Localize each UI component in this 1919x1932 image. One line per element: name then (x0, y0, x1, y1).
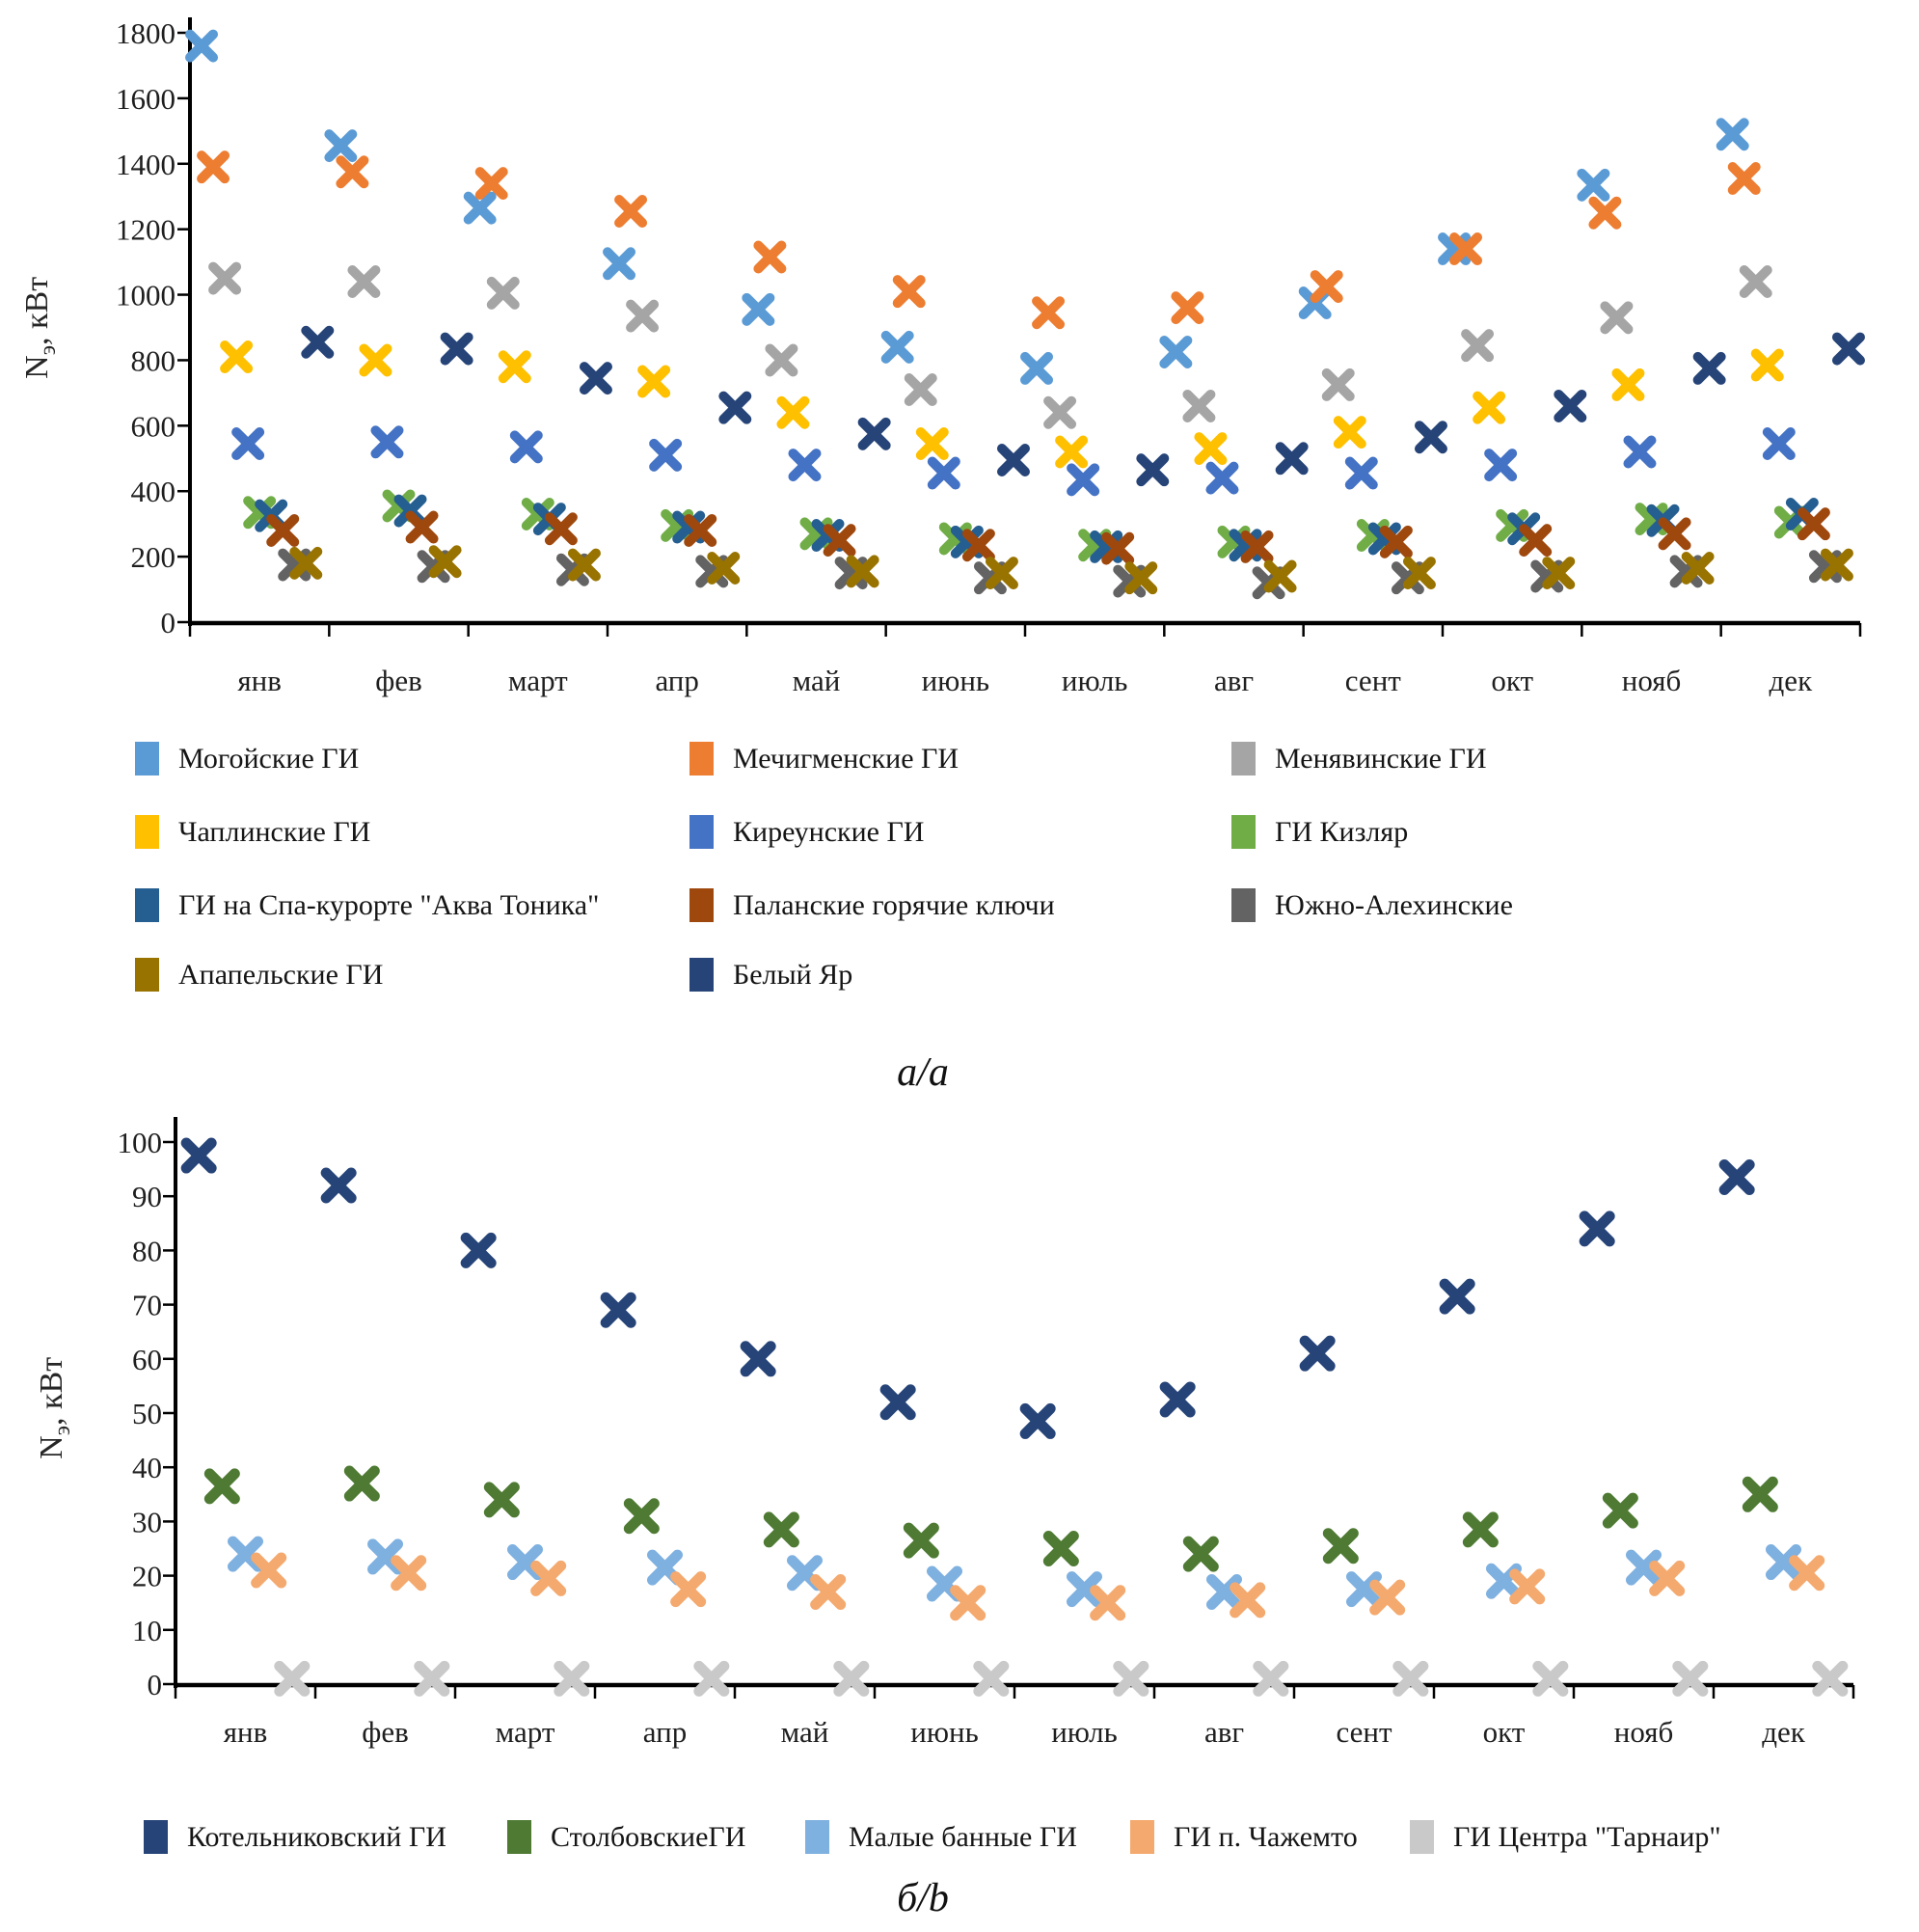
x-category-label: апр (642, 1715, 688, 1749)
x-category-label: авг (1213, 664, 1255, 697)
data-point-marker (1002, 449, 1025, 472)
x-category-label: май (780, 1715, 829, 1749)
data-point-marker (280, 1666, 305, 1691)
legend-label: СтолбовскиеГИ (551, 1820, 746, 1853)
data-point-marker (584, 367, 608, 390)
legend-item (135, 815, 370, 849)
legend-item (507, 1820, 745, 1854)
data-point-marker (1721, 122, 1744, 146)
legend-swatch (135, 742, 159, 776)
data-point-marker (654, 444, 677, 467)
x-category-label: окт (1491, 664, 1534, 697)
data-point-marker (781, 401, 804, 424)
data-point-marker (1593, 202, 1616, 225)
data-point-marker (489, 1487, 514, 1512)
legend-swatch (507, 1820, 531, 1854)
x-category-label: фев (375, 664, 422, 697)
data-point-marker (480, 172, 503, 195)
data-point-marker (1187, 395, 1210, 418)
data-point-marker (676, 1577, 701, 1602)
data-point-marker (979, 1666, 1004, 1691)
y-tick-label: 20 (132, 1559, 162, 1593)
legend-swatch (135, 958, 159, 992)
data-point-marker (1305, 1341, 1330, 1366)
legend-label: Менявинские ГИ (1275, 742, 1487, 775)
x-category-label: янв (237, 664, 282, 697)
y-tick-label: 800 (130, 343, 176, 378)
data-point-marker (559, 1666, 584, 1691)
y-tick-label: 600 (130, 409, 176, 444)
legend-item (135, 742, 359, 776)
data-point-marker (885, 1390, 910, 1415)
legend-item (1231, 888, 1513, 922)
x-category-label: дек (1762, 1715, 1805, 1749)
data-point-marker (1489, 453, 1512, 476)
data-point-marker (932, 462, 956, 485)
data-point-marker (352, 270, 375, 293)
data-point-marker (1724, 1165, 1749, 1190)
data-point-marker (1328, 1534, 1353, 1559)
data-point-marker (225, 345, 248, 368)
data-point-marker (1468, 1517, 1493, 1542)
legend-item (689, 958, 852, 992)
data-point-marker (1818, 1666, 1843, 1691)
y-axis-title-top (19, 241, 62, 415)
data-point-marker (1744, 270, 1768, 293)
legend-swatch (135, 815, 159, 849)
legend-swatch (1231, 742, 1256, 776)
data-point-marker (769, 1517, 794, 1542)
y-tick-label: 30 (132, 1505, 162, 1539)
data-point-marker (921, 432, 944, 455)
data-point-marker (1164, 340, 1187, 364)
y-tick-label: 1000 (116, 278, 176, 313)
y-title-rest: , кВт (19, 276, 56, 345)
legend-item (805, 1820, 1077, 1854)
legend-swatch (689, 958, 714, 992)
data-point-marker (209, 1474, 234, 1499)
x-category-label: авг (1203, 1715, 1245, 1749)
y-axis-title-bottom (34, 1321, 76, 1495)
x-category-label: окт (1482, 1715, 1526, 1749)
legend-label: ГИ Кизляр (1275, 815, 1409, 848)
data-point-marker (816, 1579, 841, 1604)
data-point-marker (1258, 1666, 1284, 1691)
data-point-marker (466, 1238, 491, 1263)
x-category-label: июнь (910, 1715, 979, 1749)
legend-swatch (135, 888, 159, 922)
x-category-label: июль (1061, 664, 1128, 697)
legend-label: ГИ п. Чажемто (1174, 1820, 1358, 1853)
x-category-label: апр (655, 664, 699, 697)
legend-item (135, 888, 599, 922)
data-point-marker (364, 348, 387, 371)
y-tick-label: 400 (130, 475, 176, 509)
y-title-sub: э (35, 344, 61, 356)
data-point-marker (340, 160, 364, 183)
data-point-marker (1538, 1666, 1563, 1691)
data-point-marker (1071, 468, 1095, 491)
data-point-marker (1327, 373, 1350, 396)
data-point-marker (1698, 357, 1721, 380)
data-point-marker (349, 1471, 374, 1496)
data-point-marker (793, 453, 816, 476)
y-tick-label: 80 (132, 1234, 162, 1268)
data-point-marker (1515, 1574, 1540, 1599)
data-point-marker (1605, 306, 1628, 329)
legend-item (1231, 815, 1408, 849)
legend-item (1410, 1820, 1721, 1854)
data-point-marker (1581, 174, 1605, 197)
y-title-rest: , кВт (34, 1356, 70, 1426)
data-point-marker (1616, 373, 1639, 396)
legend-swatch (1231, 888, 1256, 922)
data-point-marker (1025, 357, 1048, 380)
data-point-marker (1025, 1408, 1050, 1433)
data-point-marker (1350, 462, 1373, 485)
x-category-label: нояб (1621, 664, 1682, 697)
data-point-marker (1584, 1216, 1609, 1241)
legend-label: Чаплинские ГИ (178, 815, 371, 848)
data-point-marker (1281, 447, 1304, 470)
data-point-marker (839, 1666, 864, 1691)
data-point-marker (631, 305, 654, 328)
data-point-marker (608, 252, 631, 275)
legend-swatch (805, 1820, 829, 1854)
data-point-marker (770, 348, 793, 371)
y-title-sub: э (49, 1425, 75, 1436)
data-point-marker (1210, 467, 1233, 490)
data-point-marker (746, 298, 770, 321)
data-point-marker (326, 1173, 351, 1198)
data-point-marker (908, 1528, 933, 1553)
y-title-main: N (19, 355, 56, 379)
y-tick-label: 1400 (116, 147, 176, 181)
data-point-marker (419, 1666, 445, 1691)
data-point-marker (642, 370, 665, 394)
y-tick-label: 70 (132, 1288, 162, 1322)
x-category-label: март (495, 1715, 555, 1749)
data-point-marker (1477, 396, 1500, 420)
data-point-marker (619, 200, 642, 223)
legend-item (689, 888, 1055, 922)
legend-label: Малые банные ГИ (849, 1820, 1077, 1853)
legend-label: Паланские горячие ключи (733, 888, 1055, 921)
y-tick-label: 90 (132, 1180, 162, 1214)
caption-b: б/b (897, 1876, 949, 1920)
data-point-marker (190, 35, 213, 58)
legend-label: ГИ на Спа-курорте "Аква Тоника" (178, 888, 600, 921)
data-point-marker (956, 1591, 981, 1616)
data-point-marker (306, 331, 329, 354)
data-point-marker (863, 422, 886, 446)
data-point-marker (723, 396, 746, 420)
data-point-marker (213, 267, 236, 290)
data-point-marker (469, 197, 492, 220)
x-category-label: июль (1051, 1715, 1118, 1749)
y-tick-label: 1600 (116, 81, 176, 116)
data-point-marker (446, 338, 469, 361)
legend-swatch (1410, 1820, 1434, 1854)
y-tick-label: 200 (130, 540, 176, 575)
data-point-marker (1733, 167, 1756, 190)
legend-swatch (1130, 1820, 1154, 1854)
y-tick-label: 50 (132, 1397, 162, 1430)
data-point-marker (1165, 1387, 1190, 1412)
data-point-marker (1466, 334, 1489, 357)
data-point-marker (1756, 354, 1779, 377)
data-point-marker (606, 1297, 631, 1322)
data-point-marker (492, 282, 515, 305)
legend-label: Мечигменские ГИ (733, 742, 960, 775)
legend-label: Южно-Алехинские (1275, 888, 1513, 921)
data-point-marker (898, 280, 921, 303)
y-tick-label: 1800 (116, 16, 176, 50)
y-tick-label: 1200 (116, 212, 176, 247)
data-point-marker (1768, 432, 1791, 455)
data-point-marker (1119, 1666, 1144, 1691)
legend-swatch (1231, 815, 1256, 849)
data-point-marker (1608, 1498, 1633, 1523)
legend-item (1130, 1820, 1358, 1854)
data-point-marker (1141, 458, 1164, 481)
data-point-marker (1338, 421, 1362, 444)
data-point-marker (1558, 395, 1581, 418)
data-point-marker (202, 155, 225, 178)
legend-label: Котельниковский ГИ (187, 1820, 446, 1853)
data-point-marker (1188, 1541, 1213, 1566)
legend-label: ГИ Центра "Тарнаир" (1453, 1820, 1721, 1853)
legend-label: Белый Яр (733, 958, 853, 991)
data-point-marker (1398, 1666, 1423, 1691)
data-point-marker (1199, 437, 1222, 460)
x-category-label: янв (223, 1715, 268, 1749)
x-category-label: сент (1344, 664, 1401, 697)
y-tick-label: 100 (117, 1126, 162, 1159)
x-category-label: дек (1769, 664, 1813, 697)
y-tick-label: 0 (147, 1668, 162, 1701)
data-point-marker (329, 134, 352, 157)
data-point-marker (503, 355, 527, 378)
data-point-marker (1747, 1482, 1772, 1507)
legend-label: Могойские ГИ (178, 742, 360, 775)
y-tick-label: 60 (132, 1342, 162, 1376)
legend-item (1231, 742, 1487, 776)
y-tick-label: 40 (132, 1451, 162, 1485)
x-category-label: май (792, 664, 841, 697)
data-point-marker (1048, 1537, 1073, 1562)
data-point-marker (1419, 425, 1443, 449)
data-point-marker (745, 1347, 770, 1372)
caption-a: а/а (897, 1050, 949, 1095)
y-tick-label: 0 (160, 606, 176, 639)
legend-item (144, 1820, 446, 1854)
data-point-marker (1060, 440, 1083, 463)
x-category-label: нояб (1613, 1715, 1674, 1749)
legend-item (689, 815, 924, 849)
legend-swatch (689, 815, 714, 849)
legend-swatch (689, 742, 714, 776)
data-point-marker (236, 432, 259, 455)
data-point-marker (629, 1504, 654, 1529)
legend-swatch (689, 888, 714, 922)
legend-item (689, 742, 959, 776)
data-point-marker (1037, 301, 1060, 324)
legend-swatch (144, 1820, 168, 1854)
data-point-marker (186, 1143, 211, 1168)
data-point-marker (1176, 296, 1199, 319)
data-point-marker (699, 1666, 724, 1691)
legend-label: Киреунские ГИ (733, 815, 925, 848)
x-category-label: март (507, 664, 568, 697)
legend-label: Апапельские ГИ (178, 958, 384, 991)
data-point-marker (1837, 338, 1860, 361)
data-point-marker (909, 378, 932, 401)
y-tick-label: 10 (132, 1613, 162, 1647)
data-point-marker (886, 336, 909, 359)
data-point-marker (1628, 440, 1651, 463)
data-point-marker (758, 246, 781, 269)
data-point-marker (1678, 1666, 1703, 1691)
legend-item (135, 958, 383, 992)
data-point-marker (515, 435, 538, 458)
data-point-marker (1445, 1284, 1470, 1309)
x-category-label: сент (1336, 1715, 1392, 1749)
data-point-marker (375, 430, 398, 453)
y-title-main: N (34, 1435, 70, 1459)
data-point-marker (1048, 401, 1071, 424)
x-category-label: фев (362, 1715, 409, 1749)
x-category-label: июнь (921, 664, 990, 697)
